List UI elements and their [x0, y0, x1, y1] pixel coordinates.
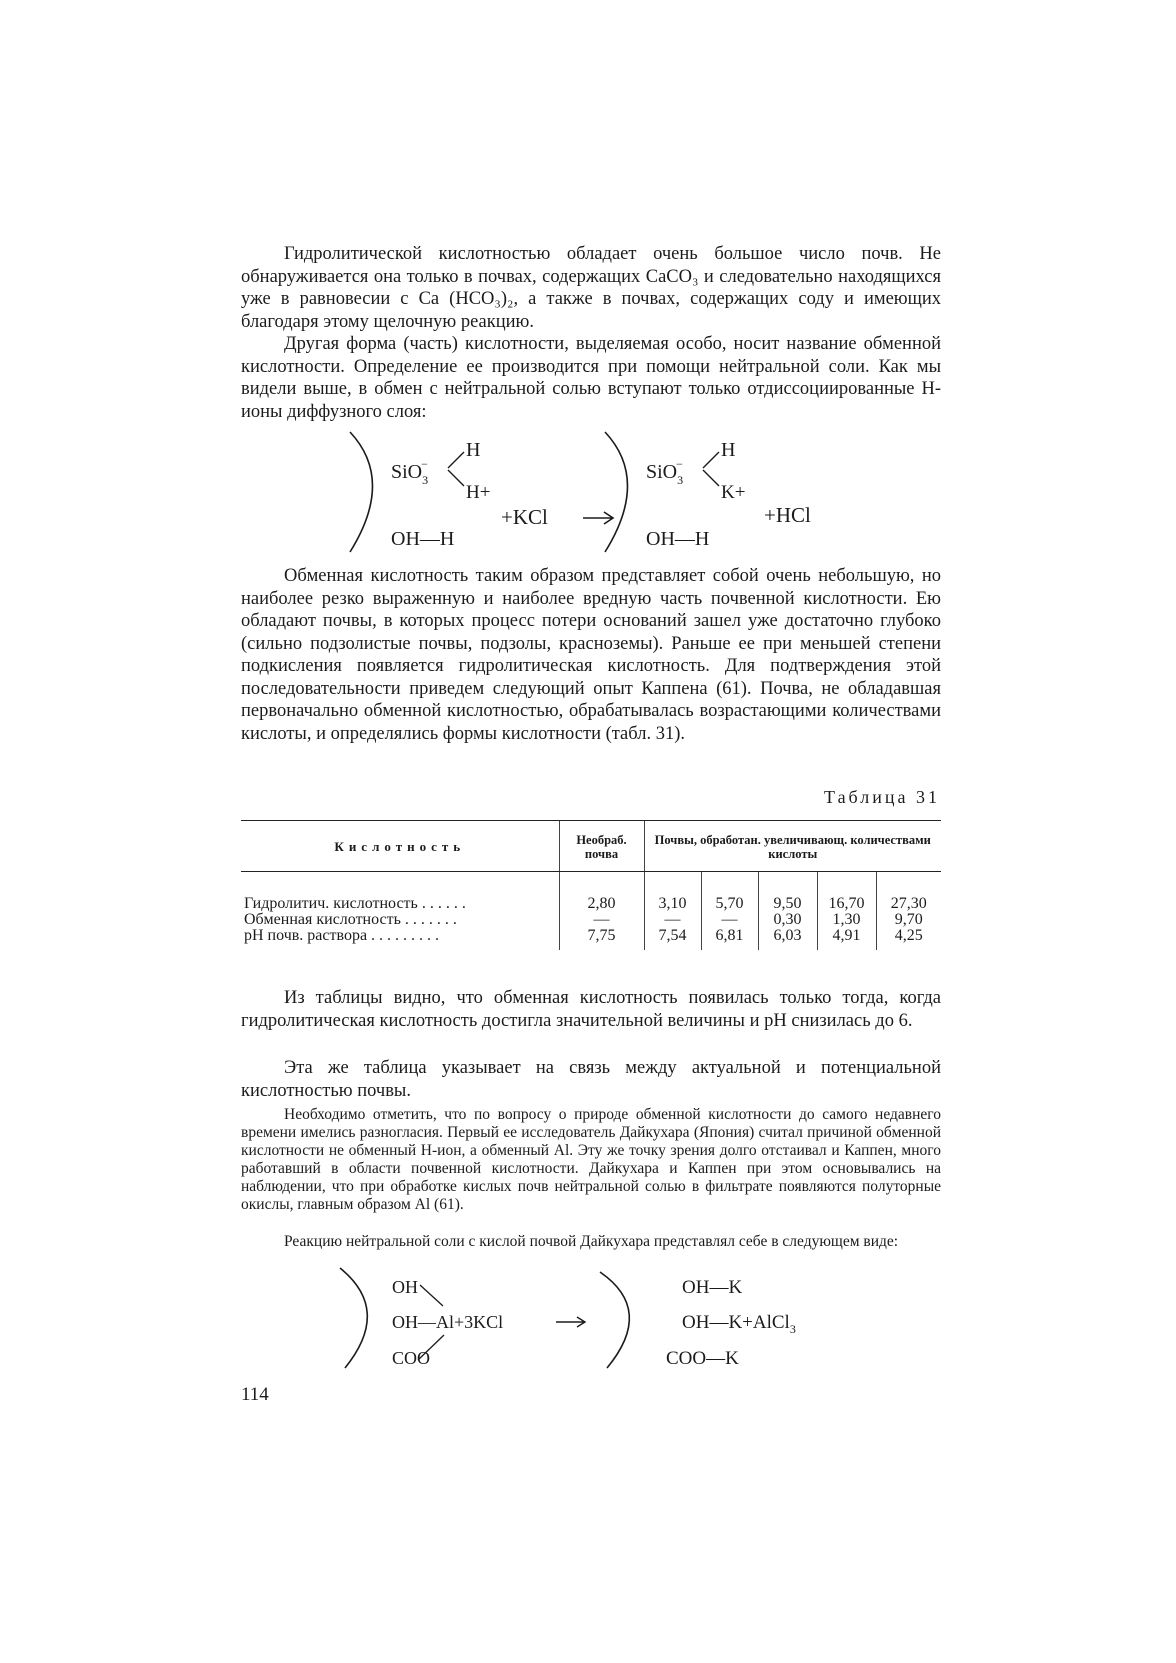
- paragraph-text: Обменная кислотность таким образом представляет собой очень небольшую, но наиболее резко выраженную и наиболее вредную часть почвенной кислотности. Ею обладают почвы, в которых процесс потери оснований зашел уже достаточно глубоко (сильно подзолистые почвы, подзолы, красноземы). Раньше ее при меньшей степени подкисления появляется гидролитическая кислотность. Для подтверждения этой последовательности приведем следующий опыт Каппена (61). Почва, не обладавшая первоначально обменной кислотностью, обрабатывалась возрастающими количествами кислоты, и определялись формы кислотности (табл. 31).: [241, 566, 941, 744]
- oh-al-label: OH—Al+3KCl: [392, 1312, 504, 1332]
- cell: —: [701, 912, 758, 928]
- paragraph-2: [241, 333, 941, 423]
- oh-h-label: OH—H: [391, 528, 455, 550]
- table-row: [241, 872, 941, 913]
- bracket-left-2: [340, 1268, 367, 1368]
- bracket-left-1: [350, 432, 373, 552]
- paragraph-7: [241, 1233, 941, 1251]
- oh-k-label-1: OH—K: [682, 1277, 743, 1298]
- paragraph-text: Из таблицы видно, что обменная кислотность появилась только тогда, когда гидролитическая кислотность достигла значительной величины и pH снизилась до 6.: [241, 988, 941, 1031]
- cell: 6,03: [758, 928, 817, 950]
- cell: 9,50: [758, 872, 817, 913]
- h-label: H: [466, 439, 481, 461]
- paragraph-3: [241, 565, 941, 745]
- page-number: 114: [241, 1384, 269, 1405]
- bond-lines-2: [703, 452, 719, 486]
- paragraph-4: [241, 987, 941, 1032]
- bond-lines-3: [418, 1285, 444, 1360]
- cell: 27,30: [876, 872, 941, 913]
- cell: 4,91: [817, 928, 876, 950]
- cell: 2,80: [559, 872, 644, 913]
- bracket-right-1: [605, 432, 628, 552]
- cell: —: [644, 912, 701, 928]
- oh-h-label-2: OH—H: [646, 528, 710, 550]
- table-caption: Таблица 31: [824, 787, 940, 807]
- bracket-right-2: [600, 1272, 629, 1368]
- paragraph-6: [241, 1106, 941, 1214]
- reaction-arrow-1: [583, 512, 613, 524]
- equation-2: [340, 1268, 796, 1369]
- reaction-arrow-2: [556, 1317, 585, 1327]
- equation-1: [350, 432, 811, 552]
- h-label-2: H: [721, 439, 736, 461]
- cell: —: [559, 912, 644, 928]
- table-row: [241, 912, 941, 928]
- cell: 6,81: [701, 928, 758, 950]
- sio3-label: SiO$_3$−: [391, 457, 429, 487]
- paragraph-text: Необходимо отметить, что по вопросу о природе обменной кислотности до самого недавнего времени имелись разногласия. Первый ее исследователь Дайкухара (Япония) считал причиной обменной кислотности не обменный H-ион, а обменный Al. Эту же точку зрения долго отстаивал и Каппен, много работавший в области почвенной кислотности. Дайкухара и Каппен при этом основывались на наблюдении, что при обработке кислых почв нейтральной солью в фильтрате появляются полуторные окислы, главным образом Al (61).: [241, 1106, 941, 1213]
- header-acidity: Кислотность: [241, 821, 559, 872]
- cell: 5,70: [701, 872, 758, 913]
- paragraph-text: Другая форма (часть) кислотности, выделяемая особо, носит название обменной кислотности. Определение ее производится при помощи нейтральной соли. Как мы видели выше, в обмен с нейтральной солью вступают только отдиссоциированные H-ионы диффузного слоя:: [241, 334, 941, 422]
- oh-k-label-2: OH—K+AlCl$_3$: [682, 1312, 796, 1336]
- row-label: pH почв. раствора . . . . . . . . .: [244, 927, 440, 944]
- coo-label: COO: [392, 1348, 431, 1368]
- coo-k-label: COO—K: [666, 1348, 739, 1369]
- sio3-label-2: SiO$_3$−: [646, 457, 684, 487]
- bond-lines-1: [448, 452, 464, 486]
- data-table: [241, 820, 941, 950]
- paragraph-text: Гидролитической кислотностью обладает очень большое число почв. Не обнаруживается она только в почвах, содержащих CaCO₃ и следовательно находящихся уже в равновесии с Ca (HCO₃)₂, а также в почвах, содержащих соду и имеющих благодаря этому щелочную реакцию.: [241, 244, 941, 332]
- row-label: Гидролитич. кислотность . . . . . .: [244, 895, 466, 912]
- cell: 16,70: [817, 872, 876, 913]
- cell: 0,30: [758, 912, 817, 928]
- cell: 4,25: [876, 928, 941, 950]
- k-plus-label: K+: [721, 482, 746, 503]
- paragraph-text: Реакцию нейтральной соли с кислой почвой Дайкухара представлял себе в следующем виде:: [284, 1233, 899, 1250]
- plus-hcl-label: +HCl: [764, 503, 811, 527]
- row-label: Обменная кислотность . . . . . . .: [244, 911, 457, 928]
- paragraph-1: [241, 243, 941, 333]
- plus-kcl-label: +KCl: [501, 505, 548, 529]
- table-row: [241, 928, 941, 950]
- oh-label: OH: [392, 1277, 418, 1297]
- table-header-row: [241, 821, 941, 872]
- header-untreated: Необраб. почва: [559, 821, 644, 872]
- header-treated: Почвы, обработан. увеличивающ. количествами кислоты: [644, 821, 941, 872]
- cell: 7,75: [559, 928, 644, 950]
- cell: 7,54: [644, 928, 701, 950]
- cell: 3,10: [644, 872, 701, 913]
- paragraph-5: [241, 1057, 941, 1102]
- h-plus-label: H+: [466, 482, 491, 503]
- cell: 1,30: [817, 912, 876, 928]
- paragraph-text: Эта же таблица указывает на связь между актуальной и потенциальной кислотностью почвы.: [241, 1058, 941, 1101]
- cell: 9,70: [876, 912, 941, 928]
